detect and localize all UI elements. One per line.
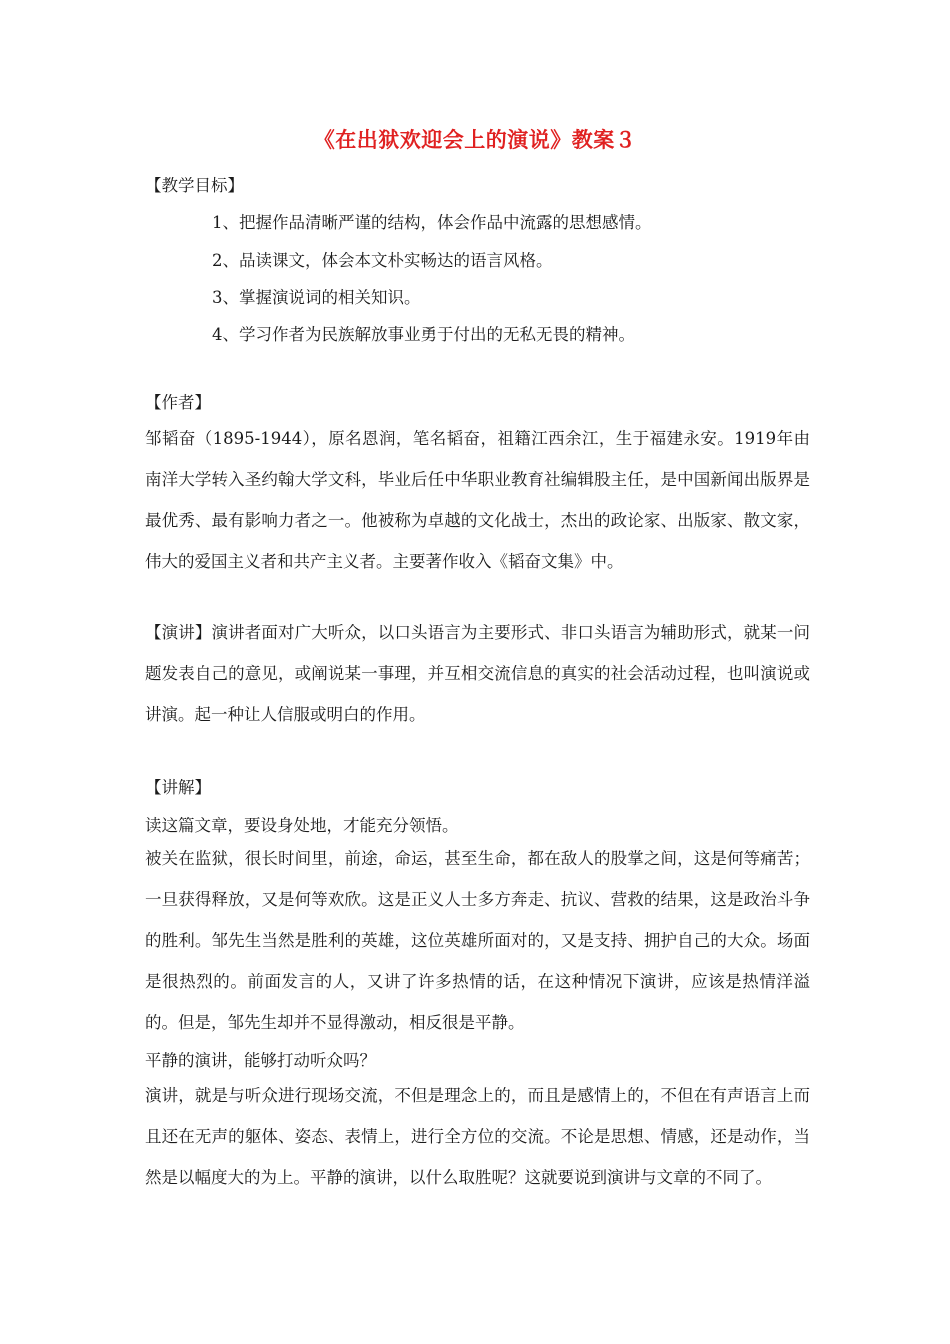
author-paragraph: 邹韬奋（1895-1944），原名恩润，笔名韬奋，祖籍江西余江，生于福建永安。1919年由南洋大学转入圣约翰大学文科，毕业后任中华职业教育社编辑股主任，是中国新闻出版界是最优秀、最有影响力者之一。他被称为卓越的文化战士，杰出的政论家、出版家、散文家，伟大的爱国主义者和共产主义者。主要著作收入《韬奋文集》中。 bbox=[145, 429, 810, 571]
author-heading: 【作者】 bbox=[145, 393, 211, 412]
speech-definition-paragraph: 【演讲】演讲者面对广大听众，以口头语言为主要形式、非口头语言为辅助形式，就某一问题发表自己的意见，或阐说某一事理，并互相交流信息的真实的社会活动过程，也叫演说或讲演。起一种让人信服或明白的作用。 bbox=[145, 623, 810, 724]
explanation-paragraph: 被关在监狱，很长时间里，前途，命运，甚至生命，都在敌人的股掌之间，这是何等痛苦；一旦获得释放，又是何等欢欣。这是正义人士多方奔走、抗议、营救的结果，这是政治斗争的胜利。邹先生当然是胜利的英雄，这位英雄所面对的，又是支持、拥护自己的大众。场面是很热烈的。前面发言的人，又讲了许多热情的话，在这种情况下演讲，应该是热情洋溢的。但是，邹先生却并不显得激动，相反很是平静。 bbox=[145, 849, 810, 1032]
objective-item: 1、把握作品清晰严谨的结构，体会作品中流露的思想感情。 bbox=[212, 213, 652, 232]
objectives-heading: 【教学目标】 bbox=[145, 176, 244, 195]
document-title: 《在出狱欢迎会上的演说》教案３ bbox=[313, 128, 637, 152]
explanation-heading: 【讲解】 bbox=[145, 778, 211, 797]
objective-item: 2、品读课文，体会本文朴实畅达的语言风格。 bbox=[212, 251, 553, 270]
explanation-paragraph: 平静的演讲，能够打动听众吗？ bbox=[145, 1051, 376, 1070]
explanation-paragraph: 演讲，就是与听众进行现场交流，不但是理念上的，而且是感情上的，不但在有声语言上而且还在无声的躯体、姿态、表情上，进行全方位的交流。不论是思想、情感，还是动作，当然是以幅度大的为上。平静的演讲，以什么取胜呢？这就要说到演讲与文章的不同了。 bbox=[145, 1086, 810, 1187]
objective-item: 3、掌握演说词的相关知识。 bbox=[212, 288, 421, 307]
objective-item: 4、学习作者为民族解放事业勇于付出的无私无畏的精神。 bbox=[212, 325, 635, 344]
explanation-paragraph: 读这篇文章，要设身处地，才能充分领悟。 bbox=[145, 816, 459, 835]
